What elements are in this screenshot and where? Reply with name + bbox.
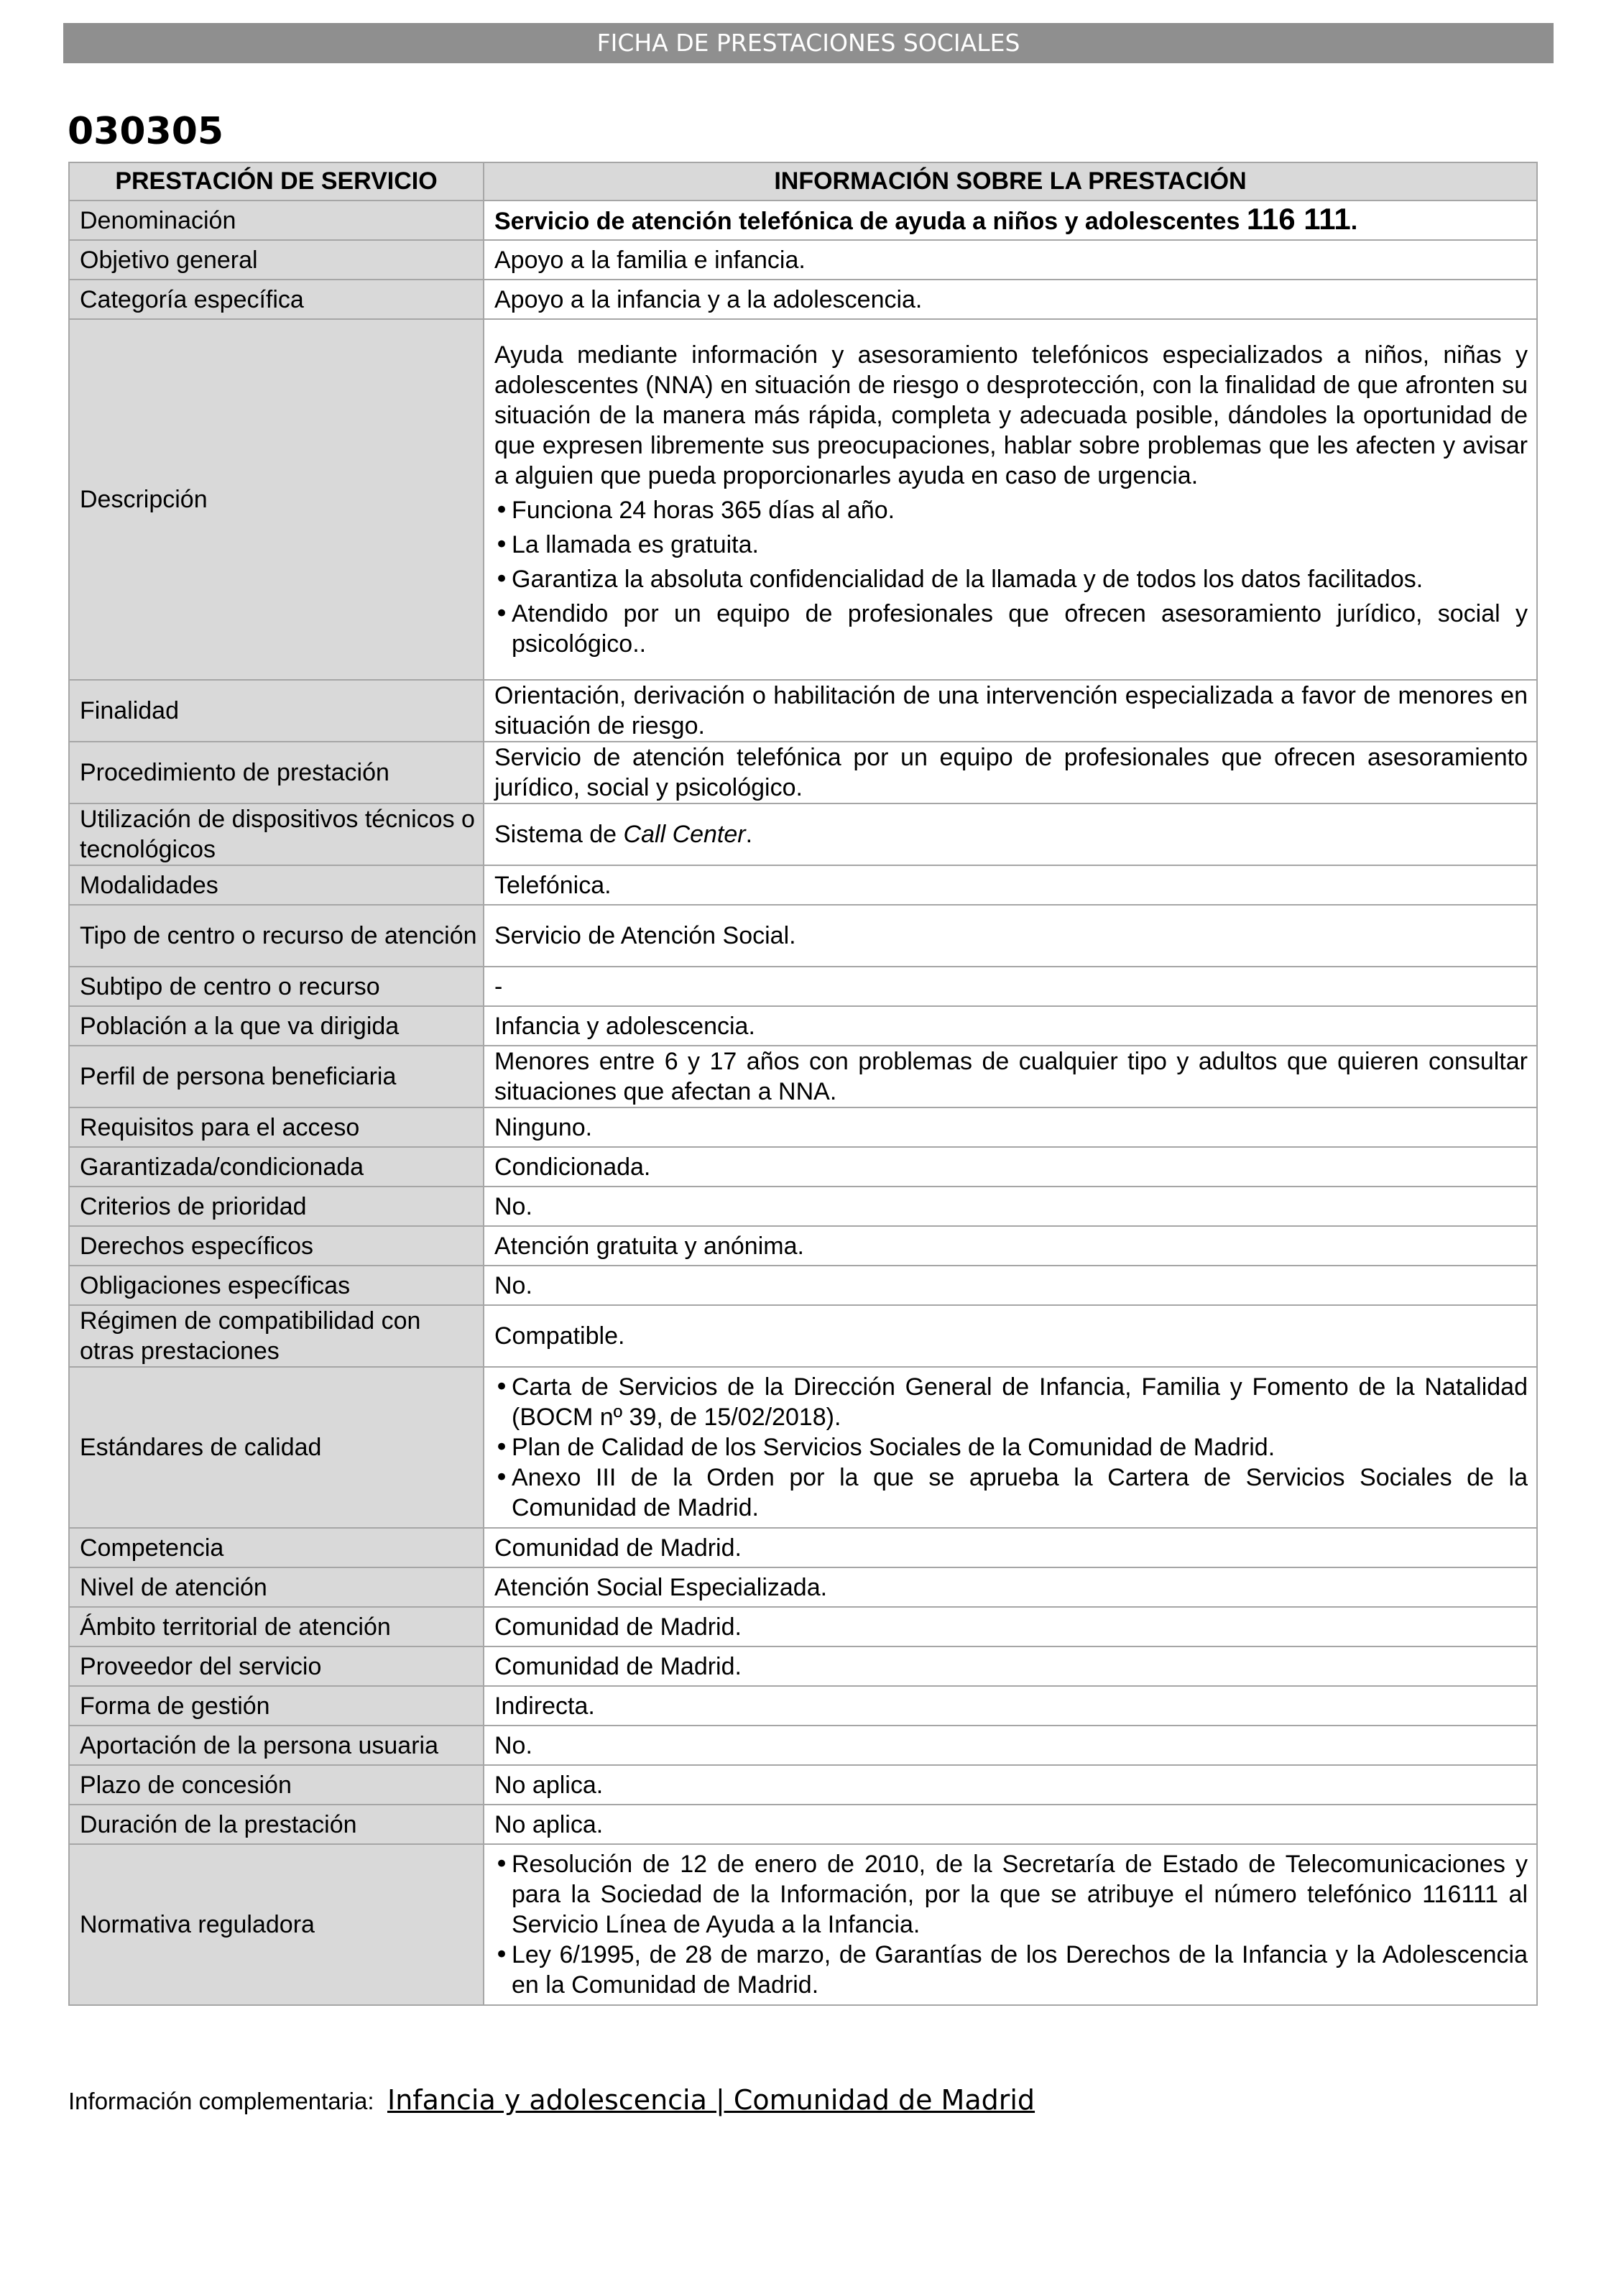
row-value: Telefónica.: [484, 865, 1537, 905]
column-header-service: PRESTACIÓN DE SERVICIO: [69, 162, 484, 201]
table-row: [69, 1266, 1537, 1305]
dispositivos-end: .: [745, 821, 753, 848]
table-header-row: [69, 162, 1537, 201]
row-value: Comunidad de Madrid.: [484, 1646, 1537, 1686]
service-table: [68, 162, 1538, 2006]
row-label: Finalidad: [69, 680, 484, 742]
row-label: Descripción: [69, 319, 484, 680]
table-row: [69, 1607, 1537, 1646]
table-row: [69, 680, 1537, 742]
table-row: [69, 742, 1537, 803]
row-label: Garantizada/condicionada: [69, 1147, 484, 1187]
complementary-info: [68, 2084, 1035, 2116]
row-value: Atención Social Especializada.: [484, 1567, 1537, 1607]
row-label: Denominación: [69, 201, 484, 240]
column-header-info: INFORMACIÓN SOBRE LA PRESTACIÓN: [484, 162, 1537, 201]
table-row: [69, 1226, 1537, 1266]
row-value: Atención gratuita y anónima.: [484, 1226, 1537, 1266]
row-value: Apoyo a la infancia y a la adolescencia.: [484, 280, 1537, 319]
table-row: [69, 1567, 1537, 1607]
row-value: Condicionada.: [484, 1147, 1537, 1187]
table-row: [69, 1686, 1537, 1726]
row-label: Población a la que va dirigida: [69, 1006, 484, 1046]
row-label: Competencia: [69, 1528, 484, 1567]
table-row: [69, 240, 1537, 280]
table-row: [69, 201, 1537, 240]
row-label: Duración de la prestación: [69, 1805, 484, 1844]
table-row: [69, 1107, 1537, 1147]
table-row: [69, 967, 1537, 1006]
list-item: • Garantiza la absoluta confidencialidad de la llamada y de todos los datos facilitados.: [494, 564, 1528, 594]
row-label: Estándares de calidad: [69, 1367, 484, 1528]
row-value: No aplica.: [484, 1805, 1537, 1844]
row-label: Criterios de prioridad: [69, 1187, 484, 1226]
list-item: • Resolución de 12 de enero de 2010, de la Secretaría de Estado de Telecomunicaciones y para la Sociedad de la Información, por la que se atribuye el número telefónico 116111 al Servicio Línea de Ayuda a la Infancia.: [494, 1849, 1528, 1940]
row-label: Procedimiento de prestación: [69, 742, 484, 803]
row-label: Perfil de persona beneficiaria: [69, 1046, 484, 1107]
call-center-term: Call Center: [623, 821, 746, 848]
service-code: 030305: [68, 110, 224, 153]
row-value: [484, 201, 1537, 240]
row-label: Subtipo de centro o recurso: [69, 967, 484, 1006]
list-item: • La llamada es gratuita.: [494, 530, 1528, 560]
row-label: Tipo de centro o recurso de atención: [69, 905, 484, 967]
table-row: [69, 865, 1537, 905]
row-value: [484, 319, 1537, 680]
list-item: • Ley 6/1995, de 28 de marzo, de Garantías de los Derechos de la Infancia y la Adolescencia en la Comunidad de Madrid.: [494, 1940, 1528, 2000]
table-row: [69, 1367, 1537, 1528]
row-label: Modalidades: [69, 865, 484, 905]
row-label: Proveedor del servicio: [69, 1646, 484, 1686]
row-value: Comunidad de Madrid.: [484, 1607, 1537, 1646]
row-value: Apoyo a la familia e infancia.: [484, 240, 1537, 280]
row-value: [484, 803, 1537, 865]
row-label: Forma de gestión: [69, 1686, 484, 1726]
table-row: [69, 1187, 1537, 1226]
table-row: [69, 905, 1537, 967]
table-row: [69, 319, 1537, 680]
phone-number: 116 111: [1246, 202, 1351, 236]
table-row: [69, 1046, 1537, 1107]
row-value: Infancia y adolescencia.: [484, 1006, 1537, 1046]
row-value: No.: [484, 1726, 1537, 1765]
list-item: • Anexo III de la Orden por la que se aprueba la Cartera de Servicios Sociales de la Comunidad de Madrid.: [494, 1462, 1528, 1523]
row-value: Servicio de Atención Social.: [484, 905, 1537, 967]
list-item: • Carta de Servicios de la Dirección General de Infancia, Familia y Fomento de la Natalidad (BOCM nº 39, de 15/02/2018).: [494, 1372, 1528, 1432]
denominacion-text: Servicio de atención telefónica de ayuda a niños y adolescentes: [494, 208, 1240, 235]
row-label: Utilización de dispositivos técnicos o tecnológicos: [69, 803, 484, 865]
row-label: Categoría específica: [69, 280, 484, 319]
row-value: [484, 1367, 1537, 1528]
table-row: [69, 1305, 1537, 1367]
table-row: [69, 1528, 1537, 1567]
row-value: Orientación, derivación o habilitación de una intervención especializada a favor de menores en situación de riesgo.: [484, 680, 1537, 742]
row-value: Compatible.: [484, 1305, 1537, 1367]
row-label: Requisitos para el acceso: [69, 1107, 484, 1147]
row-label: Derechos específicos: [69, 1226, 484, 1266]
row-label: Plazo de concesión: [69, 1765, 484, 1805]
list-item: • Funciona 24 horas 365 días al año.: [494, 495, 1528, 525]
row-value: Servicio de atención telefónica por un equipo de profesionales que ofrecen asesoramiento jurídico, social y psicológico.: [484, 742, 1537, 803]
row-value: Indirecta.: [484, 1686, 1537, 1726]
list-item: • Atendido por un equipo de profesionales que ofrecen asesoramiento jurídico, social y psicológico..: [494, 599, 1528, 659]
row-value: Ninguno.: [484, 1107, 1537, 1147]
row-value: -: [484, 967, 1537, 1006]
document-banner: FICHA DE PRESTACIONES SOCIALES: [63, 23, 1554, 63]
row-label: Objetivo general: [69, 240, 484, 280]
row-value: Comunidad de Madrid.: [484, 1528, 1537, 1567]
description-text: Ayuda mediante información y asesoramiento telefónicos especializados a niños, niñas y adolescentes (NNA) en situación de riesgo o desprotección, con la finalidad de que afronten su situación de la manera más rápida, completa y adecuada posible, dándoles la oportunidad de que expresen libremente sus preocupaciones, hablar sobre problemas que les afecten y avisar a alguien que pueda proporcionarles ayuda en caso de urgencia.: [494, 341, 1528, 489]
row-value: No.: [484, 1187, 1537, 1226]
table-row: [69, 803, 1537, 865]
row-label: Régimen de compatibilidad con otras prestaciones: [69, 1305, 484, 1367]
complementary-info-label: Información complementaria:: [68, 2088, 374, 2114]
table-row: [69, 1765, 1537, 1805]
row-label: Nivel de atención: [69, 1567, 484, 1607]
row-label: Ámbito territorial de atención: [69, 1607, 484, 1646]
row-value: No aplica.: [484, 1765, 1537, 1805]
table-row: [69, 1844, 1537, 2005]
row-label: Aportación de la persona usuaria: [69, 1726, 484, 1765]
table-row: [69, 1646, 1537, 1686]
row-value: Menores entre 6 y 17 años con problemas de cualquier tipo y adultos que quieren consultar situaciones que afectan a NNA.: [484, 1046, 1537, 1107]
row-label: Obligaciones específicas: [69, 1266, 484, 1305]
table-row: [69, 1147, 1537, 1187]
dispositivos-prefix: Sistema de: [494, 821, 617, 848]
row-label: Normativa reguladora: [69, 1844, 484, 2005]
denominacion-end: .: [1350, 208, 1358, 235]
table-row: [69, 280, 1537, 319]
table-row: [69, 1006, 1537, 1046]
row-value: No.: [484, 1266, 1537, 1305]
row-value: [484, 1844, 1537, 2005]
list-item: • Plan de Calidad de los Servicios Sociales de la Comunidad de Madrid.: [494, 1432, 1528, 1462]
complementary-info-link[interactable]: Infancia y adolescencia | Comunidad de Madrid: [387, 2084, 1035, 2116]
table-row: [69, 1805, 1537, 1844]
table-row: [69, 1726, 1537, 1765]
